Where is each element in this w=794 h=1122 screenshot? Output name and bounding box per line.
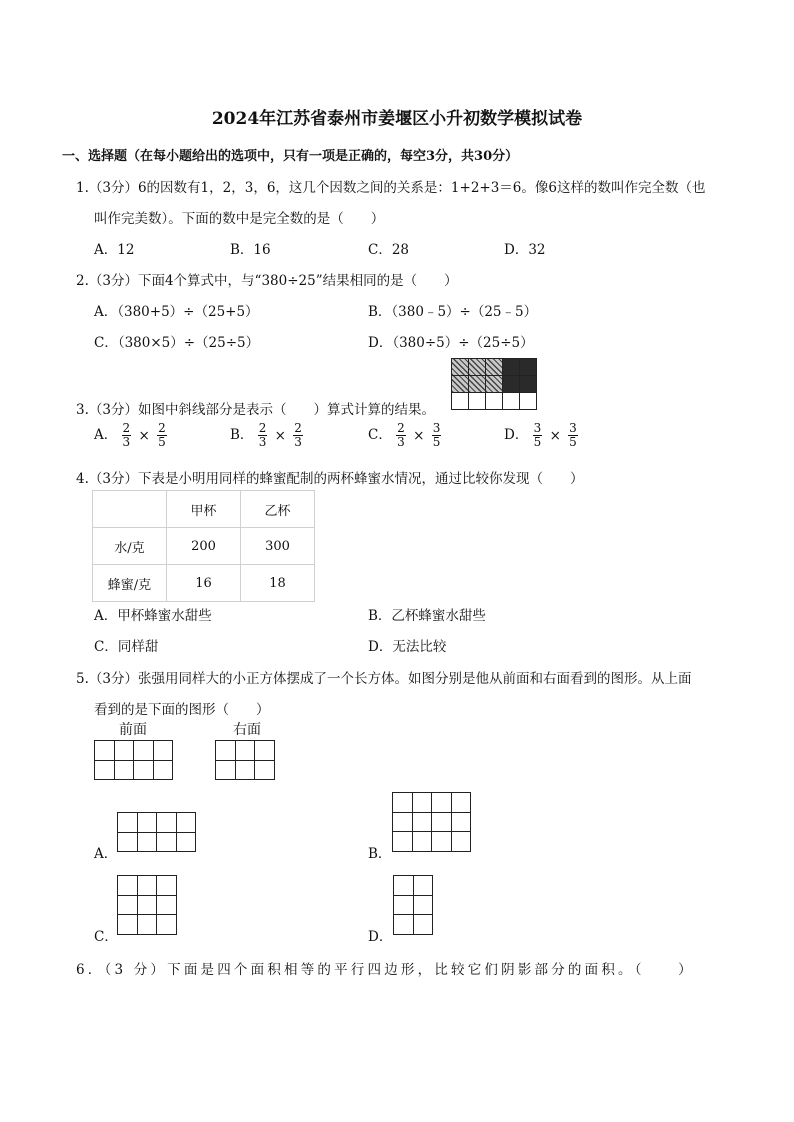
table-cell: 300	[241, 528, 315, 565]
option-label: C．	[368, 427, 392, 443]
grid-cell	[486, 393, 503, 410]
denominator: 3	[258, 435, 267, 449]
option-label: B．	[230, 427, 254, 443]
grid-cell	[469, 393, 486, 410]
fraction	[293, 422, 303, 449]
times-sign: ×	[274, 427, 286, 444]
q1-option-d: D．32	[504, 242, 546, 258]
grid-cell-dark	[520, 359, 537, 376]
numerator: 3	[533, 421, 542, 435]
q2-stem: 2.（3分）下面4个算式中，与“380÷25”结果相同的是（ ）	[76, 273, 458, 289]
fraction	[432, 422, 442, 449]
fraction	[258, 422, 268, 449]
numerator: 3	[432, 421, 441, 435]
q3-option-b	[230, 422, 303, 449]
fraction	[396, 422, 406, 449]
q3-fraction-grid	[451, 358, 537, 410]
option-label: A．	[94, 427, 118, 443]
fraction	[533, 422, 543, 449]
front-view-grid	[94, 740, 173, 780]
right-view-grid	[215, 740, 275, 780]
fraction	[122, 422, 132, 449]
q5-stem-line2: 看到的是下面的图形（ ）	[94, 702, 270, 718]
grid-cell-hatched	[469, 359, 486, 376]
q3-stem: 3.（3分）如图中斜线部分是表示（ ）算式计算的结果。	[76, 402, 435, 418]
option-label: D．	[504, 427, 529, 443]
q4-option-b: B．乙杯蜂蜜水甜些	[368, 608, 486, 624]
q5-option-c-label: C．	[94, 929, 118, 945]
q1-option-a: A．12	[94, 242, 135, 258]
right-view-label: 右面	[233, 722, 261, 738]
q3-option-c	[368, 422, 441, 449]
times-sign: ×	[138, 427, 150, 444]
numerator: 2	[122, 421, 131, 435]
numerator: 3	[569, 421, 577, 435]
denominator: 5	[533, 435, 542, 449]
front-view-label: 前面	[119, 722, 147, 738]
numerator: 2	[158, 421, 166, 435]
q2-option-d: D．（380÷5）÷（25÷5）	[368, 335, 534, 351]
q5-option-c-grid	[117, 875, 177, 935]
numerator: 2	[294, 421, 302, 435]
table-cell: 16	[167, 565, 241, 602]
grid-cell	[452, 393, 469, 410]
q5-stem-line1: 5.（3分）张强用同样大的小正方体摆成了一个长方体。如图分别是他从前面和右面看到的图形。从上面	[76, 671, 692, 687]
q4-option-c: C．同样甜	[94, 639, 159, 655]
q4-option-d: D．无法比较	[368, 639, 447, 655]
q4-option-a: A．甲杯蜂蜜水甜些	[94, 608, 212, 624]
q1-stem-line2: 叫作完美数）。下面的数中是完全数的是（ ）	[94, 211, 385, 227]
q5-option-a-grid	[117, 812, 196, 852]
table-cell: 甲杯	[167, 491, 241, 528]
q2-option-b: B．（380﹣5）÷（25﹣5）	[368, 304, 538, 320]
denominator: 3	[294, 435, 302, 449]
grid-cell-dark	[520, 376, 537, 393]
table-row	[93, 528, 315, 565]
q1-stem-line1: 1.（3分）6的因数有1，2，3，6，这几个因数之间的关系是：1+2+3＝6。像6这样的数叫作完全数（也	[76, 180, 706, 196]
q6-stem: 6．（3 分）下面是四个面积相等的平行四边形，比较它们阴影部分的面积。（ ）	[76, 962, 695, 978]
table-header-row	[93, 491, 315, 528]
q5-option-b-grid	[392, 792, 471, 852]
denominator: 5	[569, 435, 577, 449]
times-sign: ×	[413, 427, 425, 444]
denominator: 3	[397, 435, 405, 449]
grid-cell-hatched	[469, 376, 486, 393]
fraction	[157, 422, 167, 449]
denominator: 5	[158, 435, 166, 449]
q1-option-c: C．28	[368, 242, 410, 258]
fraction	[568, 422, 578, 449]
table-cell: 水/克	[93, 528, 167, 565]
q5-option-b-label: B．	[368, 846, 392, 862]
table-cell: 18	[241, 565, 315, 602]
grid-cell-dark	[503, 359, 520, 376]
table-row	[93, 565, 315, 602]
table-cell: 200	[167, 528, 241, 565]
q3-option-d	[504, 422, 578, 449]
numerator: 2	[258, 421, 267, 435]
times-sign: ×	[549, 427, 561, 444]
grid-cell-hatched	[452, 359, 469, 376]
section-heading: 一、选择题（在每小题给出的选项中，只有一项是正确的，每空3分，共30分）	[62, 149, 519, 164]
grid-cell-dark	[503, 376, 520, 393]
page-title: 2024年江苏省泰州市姜堰区小升初数学模拟试卷	[211, 109, 583, 129]
denominator: 5	[432, 435, 441, 449]
denominator: 3	[122, 435, 131, 449]
q2-option-c: C．（380×5）÷（25÷5）	[94, 335, 260, 351]
q5-option-d-label: D．	[368, 929, 393, 945]
q4-honey-table	[92, 490, 315, 602]
grid-cell-hatched	[486, 376, 503, 393]
table-cell	[93, 491, 167, 528]
grid-cell-hatched	[486, 359, 503, 376]
q5-option-d-grid	[393, 875, 433, 935]
table-cell: 乙杯	[241, 491, 315, 528]
grid-cell-hatched	[452, 376, 469, 393]
numerator: 2	[397, 421, 405, 435]
q1-option-b: B．16	[230, 242, 271, 258]
grid-cell	[503, 393, 520, 410]
q3-option-a	[94, 422, 167, 449]
grid-cell	[520, 393, 537, 410]
q5-option-a-label: A．	[94, 846, 118, 862]
q4-stem: 4.（3分）下表是小明用同样的蜂蜜配制的两杯蜂蜜水情况，通过比较你发现（ ）	[76, 471, 584, 487]
table-cell: 蜂蜜/克	[93, 565, 167, 602]
q2-option-a: A．（380+5）÷（25+5）	[94, 304, 259, 320]
